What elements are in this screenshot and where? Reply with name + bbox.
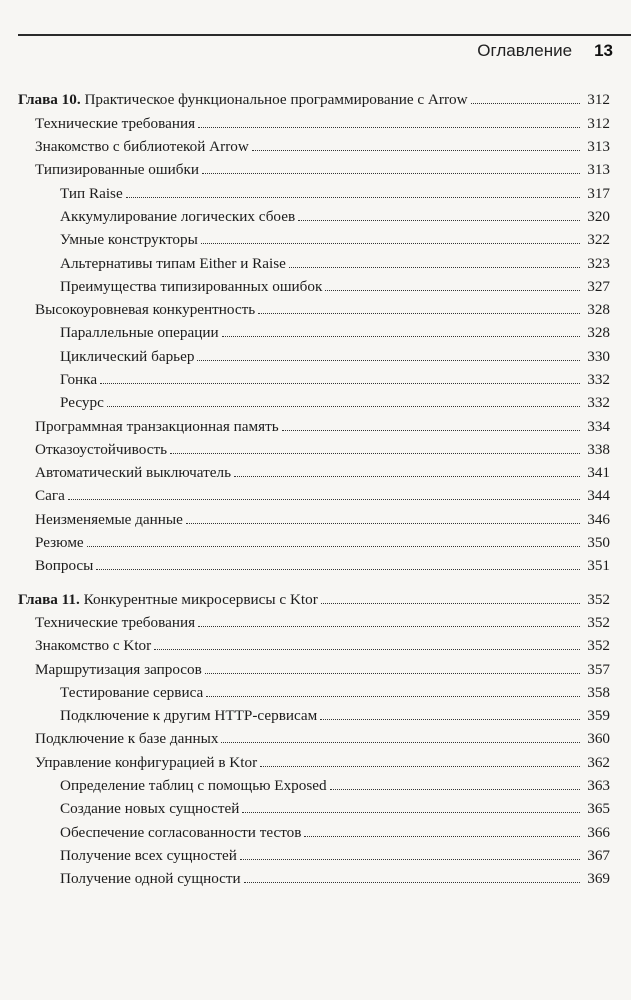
toc-subentry[interactable] [18, 821, 610, 844]
chapter-10 [18, 89, 610, 578]
toc-entry[interactable] [18, 462, 610, 485]
dot-leader [205, 658, 580, 673]
toc-entry-chapter[interactable] [18, 588, 610, 611]
toc-subentry[interactable] [18, 205, 610, 228]
chapter-title: Конкурентные микросервисы с Ktor [83, 590, 318, 608]
toc-page: 359 [587, 707, 610, 725]
dot-leader [298, 205, 580, 220]
toc-page: 312 [587, 91, 610, 109]
dot-leader [234, 462, 580, 477]
dot-leader [330, 775, 580, 790]
toc-page: 363 [587, 777, 610, 795]
toc-title: Отказоустойчивость [35, 440, 168, 458]
toc-title: Аккумулирование логических сбоев [60, 207, 296, 225]
toc-page: 327 [587, 277, 610, 295]
dot-leader [206, 681, 580, 696]
toc-entry[interactable] [18, 635, 610, 658]
toc-title: Определение таблиц с помощью Exposed [60, 777, 327, 795]
toc-entry[interactable] [18, 112, 610, 135]
toc-title: Умные конструкторы [60, 231, 198, 249]
dot-leader [304, 821, 580, 836]
toc-entry[interactable] [18, 751, 610, 774]
toc-page: 362 [587, 753, 610, 771]
dot-leader [96, 555, 580, 570]
toc-subentry[interactable] [18, 275, 610, 298]
toc-entry[interactable] [18, 555, 610, 578]
toc-page: 328 [587, 324, 610, 342]
toc-page: 351 [587, 557, 610, 575]
toc-title: Обеспечение согласованности тестов [60, 823, 302, 841]
toc-title: Знакомство с библиотекой Arrow [35, 138, 249, 156]
toc-page: 313 [587, 161, 610, 179]
dot-leader [242, 798, 580, 813]
toc-page: 334 [587, 417, 610, 435]
dot-leader [320, 705, 580, 720]
chapter-number: Глава 11. [18, 590, 80, 608]
dot-leader [321, 588, 580, 603]
toc-title: Неизменяемые данные [35, 510, 183, 528]
toc-title: Преимущества типизированных ошибок [60, 277, 323, 295]
dot-leader [221, 728, 580, 743]
toc-entry[interactable] [18, 415, 610, 438]
toc-page: 332 [587, 371, 610, 388]
toc-page: 360 [587, 730, 610, 748]
toc-subentry[interactable] [18, 182, 610, 205]
toc-entry[interactable] [18, 438, 610, 461]
toc-subentry[interactable] [18, 392, 610, 415]
toc-page: 320 [587, 207, 610, 225]
toc-title: Сага [35, 487, 65, 505]
dot-leader [471, 89, 580, 104]
toc-title: Ресурс [60, 394, 104, 412]
toc-page: 366 [587, 823, 610, 841]
toc-entry[interactable] [18, 299, 610, 322]
dot-leader [186, 508, 580, 523]
dot-leader [222, 322, 580, 337]
running-header [477, 41, 613, 61]
toc-subentry[interactable] [18, 775, 610, 798]
toc-page: 346 [587, 510, 610, 528]
toc-title: Технические требования [35, 613, 196, 631]
dot-leader [87, 532, 580, 547]
dot-leader [289, 252, 580, 267]
toc-entry[interactable] [18, 485, 610, 508]
toc-page: 352 [587, 637, 610, 655]
dot-leader [68, 485, 580, 500]
toc-page: 323 [587, 254, 610, 272]
toc-title: Параллельные операции [60, 324, 219, 342]
toc-page: 322 [587, 231, 610, 249]
toc-title: Автоматический выключатель [35, 464, 232, 482]
chapter-number: Глава 10. [18, 91, 81, 109]
toc-page: 365 [587, 800, 610, 818]
dot-leader [260, 751, 580, 766]
dot-leader [201, 229, 580, 244]
toc-title: Программная транзакционная память [35, 417, 279, 435]
toc-entry-chapter[interactable] [18, 89, 610, 112]
toc-entry[interactable] [18, 508, 610, 531]
dot-leader [100, 369, 580, 384]
toc-title: Тип Raise [60, 184, 123, 202]
toc-page: 352 [587, 613, 610, 631]
toc-title: Создание новых сущностей [60, 800, 240, 818]
chapter-11 [18, 588, 610, 891]
toc-title: Тестирование сервиса [60, 683, 204, 701]
toc-page: 358 [587, 683, 610, 701]
toc-page: 332 [587, 394, 610, 412]
toc-subentry[interactable] [18, 681, 610, 704]
dot-leader [282, 415, 580, 430]
toc-page: 367 [587, 846, 610, 864]
toc-page: 330 [587, 347, 610, 365]
toc-title: Гонка [60, 371, 98, 388]
dot-leader [252, 136, 580, 151]
dot-leader [198, 112, 580, 127]
toc-entry[interactable] [18, 159, 610, 182]
toc-page: 357 [587, 660, 610, 678]
toc-title: Типизированные ошибки [35, 161, 199, 179]
toc-entry[interactable] [18, 532, 610, 555]
toc-title: Альтернативы типам Either и Raise [60, 254, 286, 272]
dot-leader [107, 392, 580, 407]
toc-title: Высокоуровневая конкурентность [35, 301, 256, 319]
running-header-title: Оглавление [477, 41, 573, 60]
dot-leader [197, 345, 580, 360]
toc-page: 317 [587, 184, 610, 202]
dot-leader [240, 845, 580, 860]
toc-subentry[interactable] [18, 345, 610, 368]
toc-subentry[interactable] [18, 868, 610, 891]
toc-subentry[interactable] [18, 229, 610, 252]
toc-subentry[interactable] [18, 845, 610, 868]
toc-title: Подключение к базе данных [35, 730, 219, 748]
toc-title: Управление конфигурацией в Ktor [35, 753, 258, 771]
toc-page: 313 [587, 138, 610, 156]
toc-page: 338 [587, 440, 610, 458]
toc-entry[interactable] [18, 728, 610, 751]
dot-leader [170, 438, 580, 453]
toc-subentry[interactable] [18, 252, 610, 275]
toc-title: Технические требования [35, 114, 196, 132]
toc-entry[interactable] [18, 612, 610, 635]
toc-page: 352 [587, 590, 610, 608]
toc-page: 350 [587, 534, 610, 552]
header-rule [18, 34, 631, 36]
toc-subentry[interactable] [18, 705, 610, 728]
page-number: 13 [594, 41, 613, 60]
toc-title: Знакомство с Ktor [35, 637, 152, 655]
toc-page: 344 [587, 487, 610, 505]
toc-subentry[interactable] [18, 322, 610, 345]
toc-title: Циклический барьер [60, 347, 195, 365]
dot-leader [154, 635, 580, 650]
dot-leader [202, 159, 580, 174]
toc-subentry[interactable] [18, 798, 610, 821]
toc-title: Получение одной сущности [60, 870, 241, 888]
dot-leader [258, 299, 580, 314]
toc-title: Маршрутизация запросов [35, 660, 202, 678]
table-of-contents [18, 89, 610, 891]
chapter-title: Практическое функциональное программирование с Arrow [84, 91, 468, 109]
toc-page: 369 [587, 870, 610, 888]
dot-leader [244, 868, 580, 883]
toc-title: Вопросы [35, 557, 94, 575]
toc-page: 312 [587, 114, 610, 132]
toc-subentry[interactable] [18, 369, 610, 392]
toc-entry[interactable] [18, 658, 610, 681]
dot-leader [325, 275, 580, 290]
toc-title: Получение всех сущностей [60, 846, 237, 864]
toc-entry[interactable] [18, 136, 610, 159]
toc-title: Резюме [35, 534, 84, 552]
toc-title: Подключение к другим HTTP-сервисам [60, 707, 318, 725]
toc-page: 341 [587, 464, 610, 482]
dot-leader [126, 182, 580, 197]
dot-leader [198, 612, 580, 627]
toc-page: 328 [587, 301, 610, 319]
